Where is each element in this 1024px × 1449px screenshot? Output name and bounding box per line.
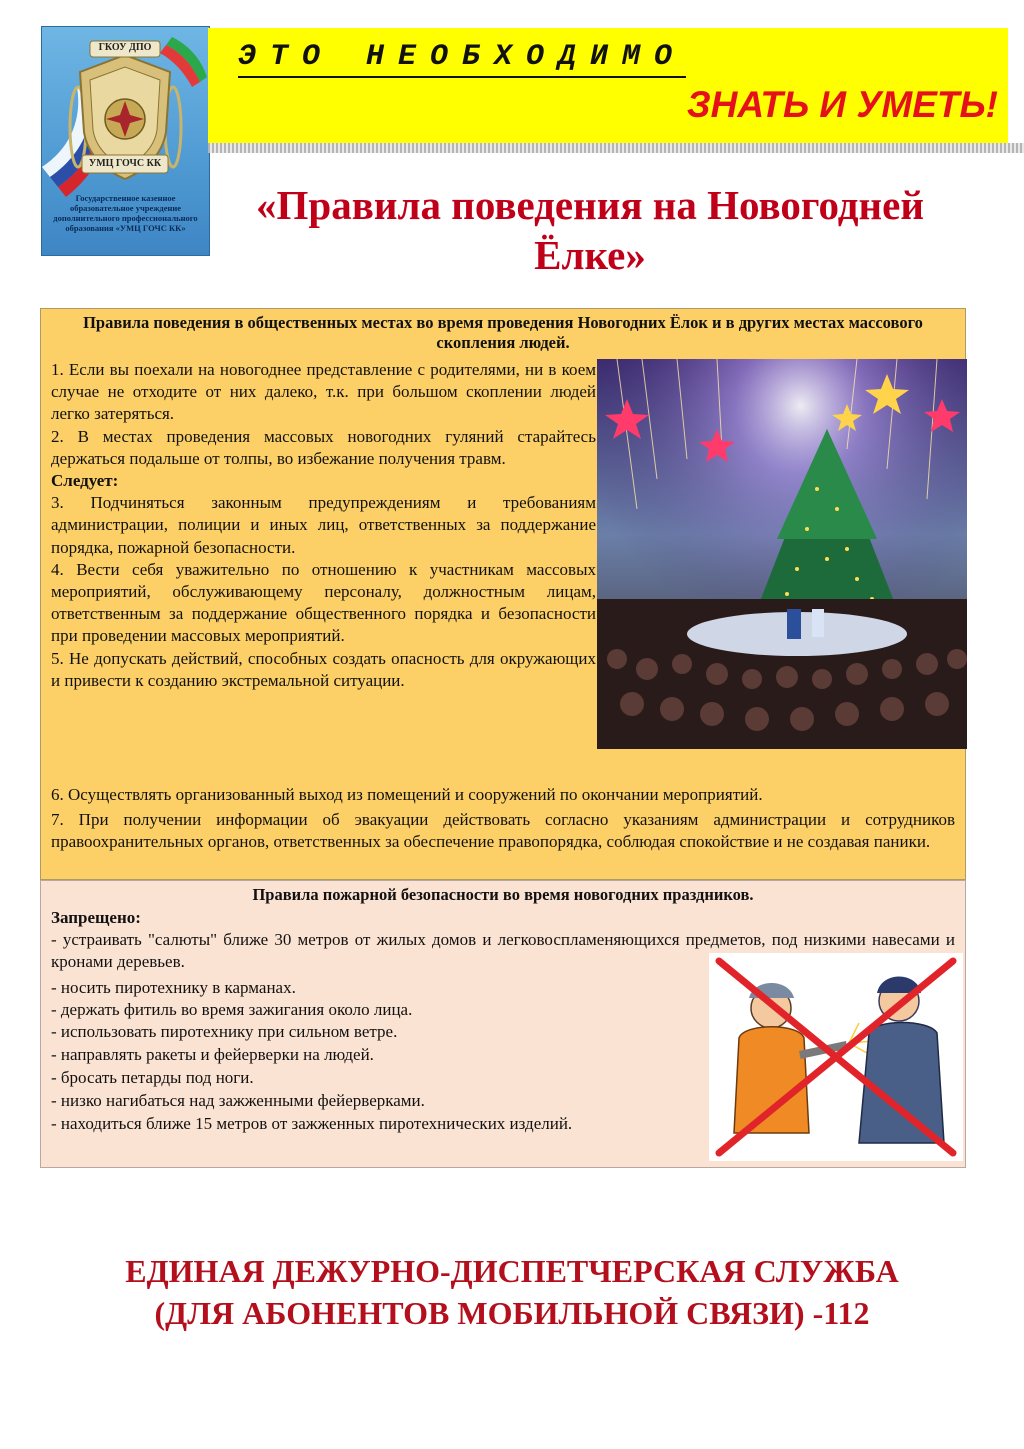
section-2-heading: Правила пожарной безопасности во время новогодних праздников. [252,885,754,904]
organization-logo [41,26,210,256]
forbidden-item-6: - бросать петарды под ноги. [51,1068,254,1087]
forbidden-item-7: - низко нагибаться над зажженными фейерверками. [51,1091,425,1110]
rule-3: 3. Подчиняться законным предупреждениям и требованиям администрации, полиции и иных лиц, ответственных за поддержание порядка, пожарной безопасности. [51,493,596,557]
rule-7: 7. При получении информации об эвакуации действовать согласно указаниям администрации и сотрудников правоохранительных органов, ответственных за обеспечение правопорядка, соблюдая спокойствие и не создавая паники. [51,810,955,852]
logo-caption: Государственное казенное образовательное учреждение дополнительного профессионального образования «УМЦ ГОЧС КК» [53,193,198,233]
banner-divider [208,143,1024,153]
header-banner [208,28,1008,143]
banner-line-1: ЭТО НЕОБХОДИМО [238,40,686,78]
forbidden-item-4: - использовать пиротехнику при сильном ветре. [51,1022,398,1041]
forbidden-item-3: - держать фитиль во время зажигания около лица. [51,1000,413,1019]
rule-2: 2. В местах проведения массовых новогодних гуляний старайтесь держаться подальше от толпы, во избежание получения травм. [51,426,596,468]
rule-5: 5. Не допускать действий, способных создать опасность для окружающих и привести к созданию экстремальной ситуации. [51,648,596,690]
section-1-left-column [51,359,596,692]
banner-line-2: ЗНАТЬ И УМЕТЬ! [686,84,998,125]
forbidden-item-8: - находиться ближе 15 метров от зажженных пиротехнических изделий. [51,1114,573,1133]
rule-1: 1. Если вы поехали на новогоднее представление с родителями, ни в коем случае не отходите от них далеко, т.к. при большом скоплении людей легко затеряться. [51,360,596,424]
public-behavior-rules-section [40,308,966,880]
emergency-service-footer [0,1250,1024,1334]
follow-label: Следует: [51,471,119,491]
fire-safety-section [40,880,966,1168]
logo-top-text: ГКОУ ДПО [98,42,152,53]
rule-4: 4. Вести себя уважительно по отношению к участникам массовых мероприятий, обслуживающему персоналу, должностным лицам, ответственным за поддержание общественного порядка и безопасности при проведении массовых мероприятий. [51,559,596,646]
new-year-celebration-image [597,359,967,749]
fireworks-prohibited-illustration [709,953,963,1161]
page-title: «Правила поведения на Новогодней Ёлке» [256,182,924,278]
footer-line-2: (ДЛЯ АБОНЕНТОВ МОБИЛЬНОЙ СВЯЗИ) -112 [154,1295,870,1331]
rule-6: 6. Осуществлять организованный выход из помещений и сооружений по окончании мероприятий. [51,785,763,804]
christmas-tree-photo [597,359,967,749]
forbidden-item-2: - носить пиротехнику в карманах. [51,978,296,997]
forbidden-item-1: - устраивать "салюты" ближе 30 метров от жилых домов и легковоспламеняющихся предметов, под низкими навесами и кронами деревьев. [51,930,955,972]
footer-line-1: ЕДИНАЯ ДЕЖУРНО-ДИСПЕТЧЕРСКАЯ СЛУЖБА [125,1253,899,1289]
section-1-heading: Правила поведения в общественных местах во время проведения Новогодних Ёлок и в других местах массового скопления людей. [83,313,923,352]
logo-ribbon-text: УМЦ ГОЧС КК [88,158,162,169]
forbidden-label: Запрещено: [51,908,141,927]
crossed-out-pyrotechnics-icon [709,953,963,1161]
forbidden-item-5: - направлять ракеты и фейерверки на людей. [51,1045,374,1064]
